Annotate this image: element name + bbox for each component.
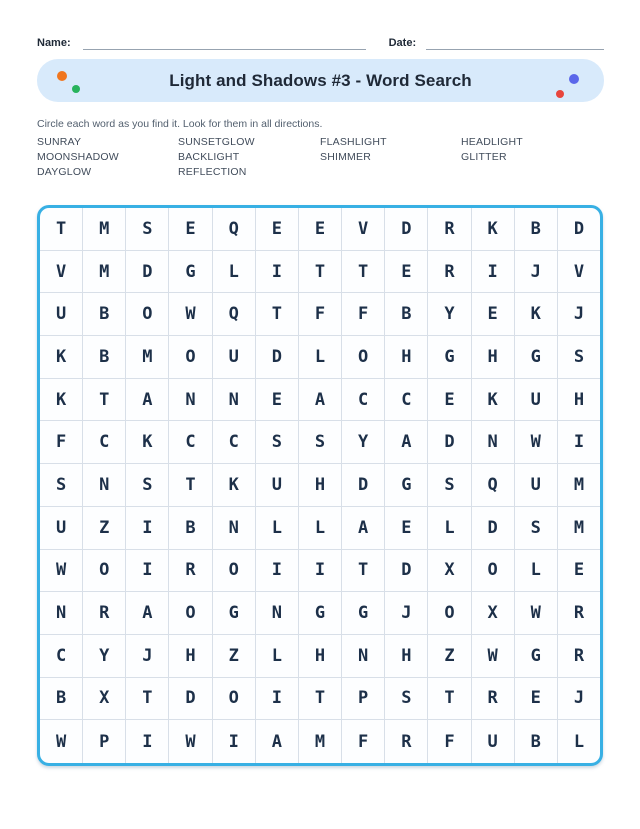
grid-cell[interactable]: D bbox=[385, 550, 428, 593]
grid-cell[interactable]: X bbox=[83, 678, 126, 721]
grid-cell[interactable]: B bbox=[40, 678, 83, 721]
grid-cell[interactable]: C bbox=[385, 379, 428, 422]
blue-dot-icon bbox=[569, 74, 579, 84]
grid-cell[interactable]: M bbox=[558, 507, 600, 550]
grid-cell[interactable]: A bbox=[385, 421, 428, 464]
grid-cell[interactable]: J bbox=[558, 678, 600, 721]
grid-cell[interactable]: L bbox=[428, 507, 471, 550]
grid-cell[interactable]: J bbox=[558, 293, 600, 336]
grid-cell[interactable]: X bbox=[472, 592, 515, 635]
red-dot-icon bbox=[556, 90, 564, 98]
grid-cell[interactable]: O bbox=[428, 592, 471, 635]
grid-cell[interactable]: O bbox=[213, 678, 256, 721]
grid-cell[interactable]: B bbox=[515, 208, 558, 251]
grid-cell[interactable]: B bbox=[83, 336, 126, 379]
grid-cell[interactable]: I bbox=[126, 550, 169, 593]
grid-cell[interactable]: A bbox=[256, 720, 299, 763]
grid-cell[interactable]: H bbox=[299, 635, 342, 678]
grid-cell[interactable]: A bbox=[342, 507, 385, 550]
grid-cell[interactable]: T bbox=[83, 379, 126, 422]
grid-cell[interactable]: S bbox=[40, 464, 83, 507]
grid-cell[interactable]: R bbox=[428, 208, 471, 251]
grid-row bbox=[40, 507, 600, 550]
grid-cell[interactable]: D bbox=[472, 507, 515, 550]
grid-cell[interactable]: O bbox=[213, 550, 256, 593]
grid-cell[interactable]: M bbox=[558, 464, 600, 507]
grid-cell[interactable]: Z bbox=[428, 635, 471, 678]
green-dot-icon bbox=[72, 85, 80, 93]
grid-cell[interactable]: I bbox=[126, 720, 169, 763]
grid-cell[interactable]: S bbox=[558, 336, 600, 379]
grid-cell[interactable]: D bbox=[342, 464, 385, 507]
grid-row bbox=[40, 251, 600, 294]
grid-cell[interactable]: Q bbox=[213, 293, 256, 336]
grid-cell[interactable]: F bbox=[342, 293, 385, 336]
word-item: DAYGLOW bbox=[37, 166, 92, 178]
grid-cell[interactable]: I bbox=[256, 251, 299, 294]
grid-cell[interactable]: K bbox=[40, 336, 83, 379]
grid-cell[interactable]: O bbox=[169, 592, 212, 635]
grid-cell[interactable]: E bbox=[256, 208, 299, 251]
grid-cell[interactable]: Y bbox=[428, 293, 471, 336]
grid-cell[interactable]: U bbox=[213, 336, 256, 379]
grid-cell[interactable]: K bbox=[40, 379, 83, 422]
grid-cell[interactable]: R bbox=[472, 678, 515, 721]
grid-cell[interactable]: E bbox=[558, 550, 600, 593]
grid-cell[interactable]: R bbox=[83, 592, 126, 635]
grid-cell[interactable]: B bbox=[169, 507, 212, 550]
grid-cell[interactable]: L bbox=[299, 507, 342, 550]
grid-cell[interactable]: O bbox=[83, 550, 126, 593]
word-item: HEADLIGHT bbox=[461, 136, 523, 148]
grid-cell[interactable]: I bbox=[299, 550, 342, 593]
grid-cell[interactable]: D bbox=[385, 208, 428, 251]
grid-cell[interactable]: E bbox=[515, 678, 558, 721]
grid-cell[interactable]: I bbox=[256, 550, 299, 593]
grid-cell[interactable]: S bbox=[126, 208, 169, 251]
word-item: GLITTER bbox=[461, 151, 507, 163]
grid-cell[interactable]: F bbox=[40, 421, 83, 464]
grid-cell[interactable]: Z bbox=[213, 635, 256, 678]
grid-cell[interactable]: P bbox=[83, 720, 126, 763]
grid-cell[interactable]: T bbox=[256, 293, 299, 336]
grid-cell[interactable]: B bbox=[515, 720, 558, 763]
grid-cell[interactable]: P bbox=[342, 678, 385, 721]
grid-cell[interactable]: M bbox=[83, 251, 126, 294]
grid-cell[interactable]: A bbox=[299, 379, 342, 422]
grid-cell[interactable]: J bbox=[385, 592, 428, 635]
grid-cell[interactable]: K bbox=[472, 379, 515, 422]
grid-cell[interactable]: U bbox=[515, 464, 558, 507]
grid-cell[interactable]: N bbox=[213, 507, 256, 550]
date-input-line[interactable] bbox=[426, 38, 604, 50]
grid-cell[interactable]: E bbox=[472, 293, 515, 336]
title-banner bbox=[37, 59, 604, 102]
grid-cell[interactable]: S bbox=[126, 464, 169, 507]
word-search-grid bbox=[37, 205, 603, 766]
grid-cell[interactable]: V bbox=[40, 251, 83, 294]
name-input-line[interactable] bbox=[83, 38, 366, 50]
grid-cell[interactable]: E bbox=[169, 208, 212, 251]
grid-cell[interactable]: W bbox=[472, 635, 515, 678]
grid-cell[interactable]: D bbox=[169, 678, 212, 721]
grid-cell[interactable]: U bbox=[515, 379, 558, 422]
grid-cell[interactable]: K bbox=[213, 464, 256, 507]
grid-cell[interactable]: S bbox=[428, 464, 471, 507]
grid-cell[interactable]: S bbox=[256, 421, 299, 464]
grid-cell[interactable]: X bbox=[428, 550, 471, 593]
grid-cell[interactable]: B bbox=[83, 293, 126, 336]
grid-row bbox=[40, 208, 600, 251]
grid-cell[interactable]: J bbox=[126, 635, 169, 678]
grid-row bbox=[40, 550, 600, 593]
grid-cell[interactable]: K bbox=[472, 208, 515, 251]
grid-cell[interactable]: M bbox=[126, 336, 169, 379]
grid-cell[interactable]: B bbox=[385, 293, 428, 336]
grid-cell[interactable]: K bbox=[515, 293, 558, 336]
grid-cell[interactable]: T bbox=[40, 208, 83, 251]
grid-cell[interactable]: R bbox=[428, 251, 471, 294]
grid-cell[interactable]: T bbox=[169, 464, 212, 507]
date-label: Date: bbox=[388, 37, 417, 49]
grid-cell[interactable]: H bbox=[299, 464, 342, 507]
grid-cell[interactable]: O bbox=[169, 336, 212, 379]
grid-row bbox=[40, 421, 600, 464]
grid-cell[interactable]: G bbox=[299, 592, 342, 635]
name-label: Name: bbox=[37, 37, 71, 49]
grid-cell[interactable]: Q bbox=[213, 208, 256, 251]
grid-row bbox=[40, 720, 600, 763]
grid-cell[interactable]: D bbox=[428, 421, 471, 464]
grid-row bbox=[40, 592, 600, 635]
grid-cell[interactable]: L bbox=[256, 635, 299, 678]
grid-cell[interactable]: K bbox=[126, 421, 169, 464]
grid-cell[interactable]: W bbox=[515, 421, 558, 464]
grid-cell[interactable]: D bbox=[256, 336, 299, 379]
grid-cell[interactable]: I bbox=[472, 251, 515, 294]
grid-cell[interactable]: E bbox=[299, 208, 342, 251]
grid-cell[interactable]: W bbox=[40, 550, 83, 593]
grid-cell[interactable]: N bbox=[472, 421, 515, 464]
grid-cell[interactable]: M bbox=[83, 208, 126, 251]
grid-cell[interactable]: W bbox=[40, 720, 83, 763]
grid-cell[interactable]: T bbox=[299, 251, 342, 294]
grid-cell[interactable]: R bbox=[558, 635, 600, 678]
grid-cell[interactable]: A bbox=[126, 592, 169, 635]
grid-cell[interactable]: L bbox=[213, 251, 256, 294]
grid-cell[interactable]: R bbox=[169, 550, 212, 593]
grid-cell[interactable]: T bbox=[299, 678, 342, 721]
word-item: MOONSHADOW bbox=[37, 151, 119, 163]
grid-cell[interactable]: Y bbox=[342, 421, 385, 464]
grid-cell[interactable]: N bbox=[169, 379, 212, 422]
grid-cell[interactable]: G bbox=[169, 251, 212, 294]
word-item: REFLECTION bbox=[178, 166, 247, 178]
grid-cell[interactable]: Q bbox=[472, 464, 515, 507]
grid-cell[interactable]: T bbox=[342, 550, 385, 593]
grid-cell[interactable]: U bbox=[40, 507, 83, 550]
grid-cell[interactable]: I bbox=[558, 421, 600, 464]
grid-cell[interactable]: C bbox=[213, 421, 256, 464]
grid-cell[interactable]: J bbox=[515, 251, 558, 294]
grid-cell[interactable]: T bbox=[428, 678, 471, 721]
grid-cell[interactable]: D bbox=[558, 208, 600, 251]
grid-cell[interactable]: L bbox=[515, 550, 558, 593]
grid-cell[interactable]: C bbox=[342, 379, 385, 422]
grid-cell[interactable]: C bbox=[169, 421, 212, 464]
grid-cell[interactable]: G bbox=[342, 592, 385, 635]
grid-cell[interactable]: G bbox=[213, 592, 256, 635]
grid-cell[interactable]: D bbox=[126, 251, 169, 294]
grid-cell[interactable]: N bbox=[40, 592, 83, 635]
grid-cell[interactable]: T bbox=[342, 251, 385, 294]
grid-cell[interactable]: L bbox=[256, 507, 299, 550]
word-item: BACKLIGHT bbox=[178, 151, 240, 163]
grid-cell[interactable]: O bbox=[126, 293, 169, 336]
grid-cell[interactable]: R bbox=[385, 720, 428, 763]
instructions-text: Circle each word as you find it. Look for them in all directions. bbox=[37, 118, 323, 130]
grid-cell[interactable]: F bbox=[299, 293, 342, 336]
grid-cell[interactable]: C bbox=[83, 421, 126, 464]
grid-cell[interactable]: E bbox=[428, 379, 471, 422]
grid-row bbox=[40, 379, 600, 422]
grid-row bbox=[40, 336, 600, 379]
grid-cell[interactable]: V bbox=[558, 251, 600, 294]
grid-cell[interactable]: W bbox=[169, 720, 212, 763]
word-item: SUNSETGLOW bbox=[178, 136, 255, 148]
grid-row bbox=[40, 678, 600, 721]
word-item: FLASHLIGHT bbox=[320, 136, 387, 148]
grid-cell[interactable]: I bbox=[126, 507, 169, 550]
grid-cell[interactable]: Z bbox=[83, 507, 126, 550]
grid-cell[interactable]: L bbox=[299, 336, 342, 379]
grid-cell[interactable]: S bbox=[515, 507, 558, 550]
grid-cell[interactable]: R bbox=[558, 592, 600, 635]
grid-cell[interactable]: N bbox=[213, 379, 256, 422]
grid-cell[interactable]: W bbox=[515, 592, 558, 635]
name-date-row bbox=[37, 33, 604, 50]
grid-cell[interactable]: O bbox=[472, 550, 515, 593]
grid-cell[interactable]: S bbox=[385, 678, 428, 721]
grid-cell[interactable]: V bbox=[342, 208, 385, 251]
grid-cell[interactable]: H bbox=[169, 635, 212, 678]
orange-dot-icon bbox=[57, 71, 67, 81]
grid-cell[interactable]: L bbox=[573, 731, 585, 752]
grid-row bbox=[40, 293, 600, 336]
grid-cell[interactable]: H bbox=[472, 336, 515, 379]
grid-cell[interactable]: H bbox=[385, 635, 428, 678]
grid-cell[interactable]: F bbox=[428, 720, 471, 763]
grid-cell[interactable]: S bbox=[299, 421, 342, 464]
grid-cell[interactable]: U bbox=[472, 720, 515, 763]
grid-cell[interactable]: I bbox=[213, 720, 256, 763]
grid-cell[interactable]: O bbox=[342, 336, 385, 379]
grid-cell[interactable]: T bbox=[126, 678, 169, 721]
grid-row bbox=[40, 464, 600, 507]
grid-cell[interactable]: F bbox=[342, 720, 385, 763]
grid-cell[interactable]: G bbox=[515, 336, 558, 379]
grid-cell[interactable]: G bbox=[428, 336, 471, 379]
page-title: Light and Shadows #3 - Word Search bbox=[169, 70, 472, 90]
grid-cell[interactable]: H bbox=[558, 379, 600, 422]
grid-cell[interactable]: N bbox=[256, 592, 299, 635]
grid-cell[interactable]: I bbox=[256, 678, 299, 721]
grid-cell[interactable]: Y bbox=[83, 635, 126, 678]
grid-row bbox=[40, 635, 600, 678]
grid-cell[interactable]: W bbox=[169, 293, 212, 336]
word-item: SUNRAY bbox=[37, 136, 82, 148]
grid-cell[interactable]: U bbox=[40, 293, 83, 336]
grid-cell[interactable]: C bbox=[40, 635, 83, 678]
grid-cell[interactable]: G bbox=[385, 464, 428, 507]
grid-cell[interactable]: N bbox=[342, 635, 385, 678]
grid-cell[interactable]: E bbox=[256, 379, 299, 422]
grid-cell[interactable]: G bbox=[515, 635, 558, 678]
grid-cell[interactable]: U bbox=[256, 464, 299, 507]
grid-cell[interactable]: E bbox=[385, 251, 428, 294]
grid-cell[interactable]: A bbox=[126, 379, 169, 422]
grid-cell[interactable]: M bbox=[299, 720, 342, 763]
grid-cell[interactable]: H bbox=[385, 336, 428, 379]
grid-cell[interactable]: E bbox=[385, 507, 428, 550]
word-list bbox=[37, 135, 604, 180]
grid-cell[interactable]: N bbox=[83, 464, 126, 507]
word-item: SHIMMER bbox=[320, 151, 371, 163]
